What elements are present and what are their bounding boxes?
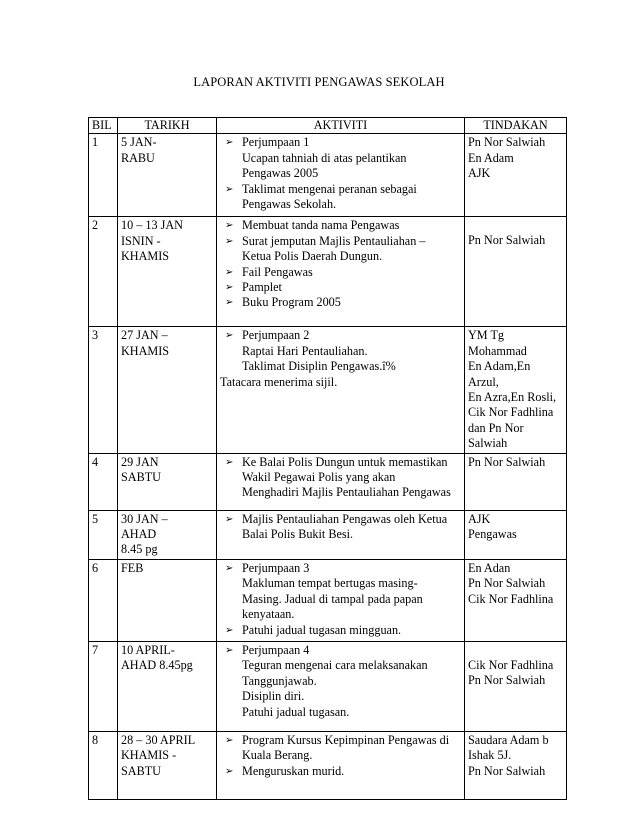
tindakan-text: AJK Pengawas bbox=[468, 511, 517, 542]
activity-text: Tatacara menerima sijil. bbox=[220, 374, 338, 389]
cell-tindakan bbox=[465, 559, 567, 641]
activity-text: Masing. Jadual di tampal pada papan bbox=[242, 591, 423, 606]
table-row bbox=[89, 217, 567, 327]
arrow-bullet-icon: ➢ bbox=[225, 624, 234, 636]
cell-aktiviti bbox=[217, 134, 465, 217]
cell-tindakan bbox=[465, 134, 567, 217]
activity-text: Surat jemputan Majlis Pentauliahan – bbox=[242, 233, 426, 248]
activity-text: kenyataan. bbox=[242, 607, 295, 622]
activity-text: Fail Pengawas bbox=[242, 264, 313, 279]
activity-text: Tanggunjawab. bbox=[242, 673, 317, 688]
tindakan-text: Pn Nor Salwiah bbox=[468, 454, 546, 469]
header-bil: BIL bbox=[89, 118, 118, 134]
cell-bil: 4 bbox=[89, 453, 118, 510]
activity-bullet-item bbox=[220, 265, 461, 280]
cell-aktiviti bbox=[217, 559, 465, 641]
activity-bullet-item bbox=[220, 234, 461, 249]
table-body bbox=[89, 134, 567, 799]
cell-tindakan bbox=[465, 327, 567, 453]
activity-bullet-item bbox=[220, 561, 461, 576]
cell-aktiviti bbox=[217, 510, 465, 559]
cell-tarikh: 30 JAN – AHAD 8.45 pg bbox=[118, 510, 217, 559]
activity-bullet-item bbox=[220, 218, 461, 233]
activity-text: Membuat tanda nama Pengawas bbox=[242, 218, 400, 233]
cell-aktiviti bbox=[217, 731, 465, 799]
cell-bil: 6 bbox=[89, 559, 118, 641]
cell-aktiviti bbox=[217, 641, 465, 731]
cell-tarikh: FEB bbox=[118, 559, 217, 641]
cell-tarikh: 29 JAN SABTU bbox=[118, 453, 217, 510]
activity-text: Taklimat Disiplin Pengawas.î% bbox=[242, 359, 396, 374]
activity-table bbox=[88, 117, 567, 800]
activity-text: Taklimat mengenai peranan sebagai bbox=[242, 181, 417, 196]
header-tindakan: TINDAKAN bbox=[465, 118, 567, 134]
cell-bil: 5 bbox=[89, 510, 118, 559]
arrow-bullet-icon: ➢ bbox=[225, 330, 234, 342]
cell-bil: 8 bbox=[89, 731, 118, 799]
activity-text: Makluman tempat bertugas masing- bbox=[242, 576, 418, 591]
tindakan-text: Pn Nor Salwiah bbox=[468, 233, 546, 248]
activity-text: Pengawas 2005 bbox=[242, 166, 319, 181]
arrow-bullet-icon: ➢ bbox=[225, 644, 234, 656]
tindakan-text: Saudara Adam b Ishak 5J. Pn Nor Salwiah bbox=[468, 732, 549, 778]
cell-tarikh: 10 – 13 JAN ISNIN - KHAMIS bbox=[118, 217, 217, 327]
activity-bullet-item bbox=[220, 512, 461, 527]
page-title: LAPORAN AKTIVITI PENGAWAS SEKOLAH bbox=[193, 75, 445, 89]
activity-text: Teguran mengenai cara melaksanakan bbox=[242, 658, 428, 673]
table-row bbox=[89, 641, 567, 731]
cell-aktiviti bbox=[217, 327, 465, 453]
activity-bullet-item bbox=[220, 295, 461, 310]
cell-tarikh: 28 – 30 APRIL KHAMIS - SABTU bbox=[118, 731, 217, 799]
activity-text: Ucapan tahniah di atas pelantikan bbox=[242, 150, 407, 165]
cell-tindakan bbox=[465, 641, 567, 731]
activity-text: Balai Polis Bukit Besi. bbox=[242, 527, 354, 542]
arrow-bullet-icon: ➢ bbox=[225, 562, 234, 574]
header-tarikh: TARIKH bbox=[118, 118, 217, 134]
cell-tindakan bbox=[465, 453, 567, 510]
activity-text: Pamplet bbox=[242, 280, 282, 295]
cell-bil: 3 bbox=[89, 327, 118, 453]
cell-bil: 2 bbox=[89, 217, 118, 327]
table-row bbox=[89, 134, 567, 217]
cell-aktiviti bbox=[217, 453, 465, 510]
arrow-bullet-icon: ➢ bbox=[225, 456, 234, 468]
activity-text: Majlis Pentauliahan Pengawas oleh Ketua bbox=[242, 511, 448, 526]
arrow-bullet-icon: ➢ bbox=[225, 282, 234, 294]
cell-tindakan bbox=[465, 731, 567, 799]
arrow-bullet-icon: ➢ bbox=[225, 765, 234, 777]
activity-bullet-item bbox=[220, 182, 461, 197]
activity-text: Patuhi jadual tugasan. bbox=[242, 704, 350, 719]
activity-text: Perjumpaan 4 bbox=[242, 642, 310, 657]
activity-bullet-item bbox=[220, 280, 461, 295]
cell-tindakan bbox=[465, 217, 567, 327]
activity-text: Menghadiri Majlis Pentauliahan Pengawas bbox=[242, 485, 451, 500]
table-row bbox=[89, 327, 567, 453]
cell-bil: 7 bbox=[89, 641, 118, 731]
activity-bullet-item bbox=[220, 328, 461, 343]
activity-bullet-item bbox=[220, 455, 461, 470]
table-row bbox=[89, 559, 567, 641]
table-row bbox=[89, 731, 567, 799]
activity-text: Ke Balai Polis Dungun untuk memastikan bbox=[242, 454, 448, 469]
table-row bbox=[89, 510, 567, 559]
tindakan-text: YM Tg Mohammad En Adam,En Arzul, En Azra,En Rosli, Cik Nor Fadhlina dan Pn Nor Salwiah bbox=[468, 328, 557, 451]
arrow-bullet-icon: ➢ bbox=[225, 235, 234, 247]
cell-bil: 1 bbox=[89, 134, 118, 217]
activity-bullet-item bbox=[220, 643, 461, 658]
activity-text: Perjumpaan 3 bbox=[242, 560, 310, 575]
activity-bullet-item bbox=[220, 764, 461, 779]
activity-bullet-item bbox=[220, 623, 461, 638]
activity-bullet-item bbox=[220, 135, 461, 150]
activity-text: Buku Program 2005 bbox=[242, 295, 341, 310]
activity-text: Perjumpaan 1 bbox=[242, 135, 310, 150]
activity-text: Pengawas Sekolah. bbox=[242, 197, 337, 212]
table-row bbox=[89, 453, 567, 510]
cell-aktiviti bbox=[217, 217, 465, 327]
cell-tindakan bbox=[465, 510, 567, 559]
arrow-bullet-icon: ➢ bbox=[225, 734, 234, 746]
activity-text: Wakil Pegawai Polis yang akan bbox=[242, 470, 396, 485]
cell-tarikh: 5 JAN- RABU bbox=[118, 134, 217, 217]
cell-tarikh: 27 JAN – KHAMIS bbox=[118, 327, 217, 453]
activity-text: Disiplin diri. bbox=[242, 689, 305, 704]
arrow-bullet-icon: ➢ bbox=[225, 183, 234, 195]
activity-text: Ketua Polis Daerah Dungun. bbox=[242, 249, 383, 264]
activity-text: Patuhi jadual tugasan mingguan. bbox=[242, 622, 402, 637]
arrow-bullet-icon: ➢ bbox=[225, 297, 234, 309]
tindakan-text: Cik Nor Fadhlina Pn Nor Salwiah bbox=[468, 657, 554, 688]
arrow-bullet-icon: ➢ bbox=[225, 220, 234, 232]
activity-text: Perjumpaan 2 bbox=[242, 328, 310, 343]
arrow-bullet-icon: ➢ bbox=[225, 137, 234, 149]
cell-tarikh: 10 APRIL- AHAD 8.45pg bbox=[118, 641, 217, 731]
tindakan-text: Pn Nor Salwiah En Adam AJK bbox=[468, 135, 546, 181]
activity-text: Raptai Hari Pentauliahan. bbox=[242, 343, 368, 358]
tindakan-text: En Adan Pn Nor Salwiah Cik Nor Fadhlina bbox=[468, 560, 554, 606]
activity-text: Program Kursus Kepimpinan Pengawas di bbox=[242, 732, 450, 747]
activity-text: Menguruskan murid. bbox=[242, 763, 345, 778]
activity-bullet-item bbox=[220, 733, 461, 748]
table-header-row bbox=[89, 118, 567, 134]
arrow-bullet-icon: ➢ bbox=[225, 266, 234, 278]
arrow-bullet-icon: ➢ bbox=[225, 513, 234, 525]
activity-text: Kuala Berang. bbox=[242, 748, 313, 763]
header-aktiviti: AKTIVITI bbox=[217, 118, 465, 134]
